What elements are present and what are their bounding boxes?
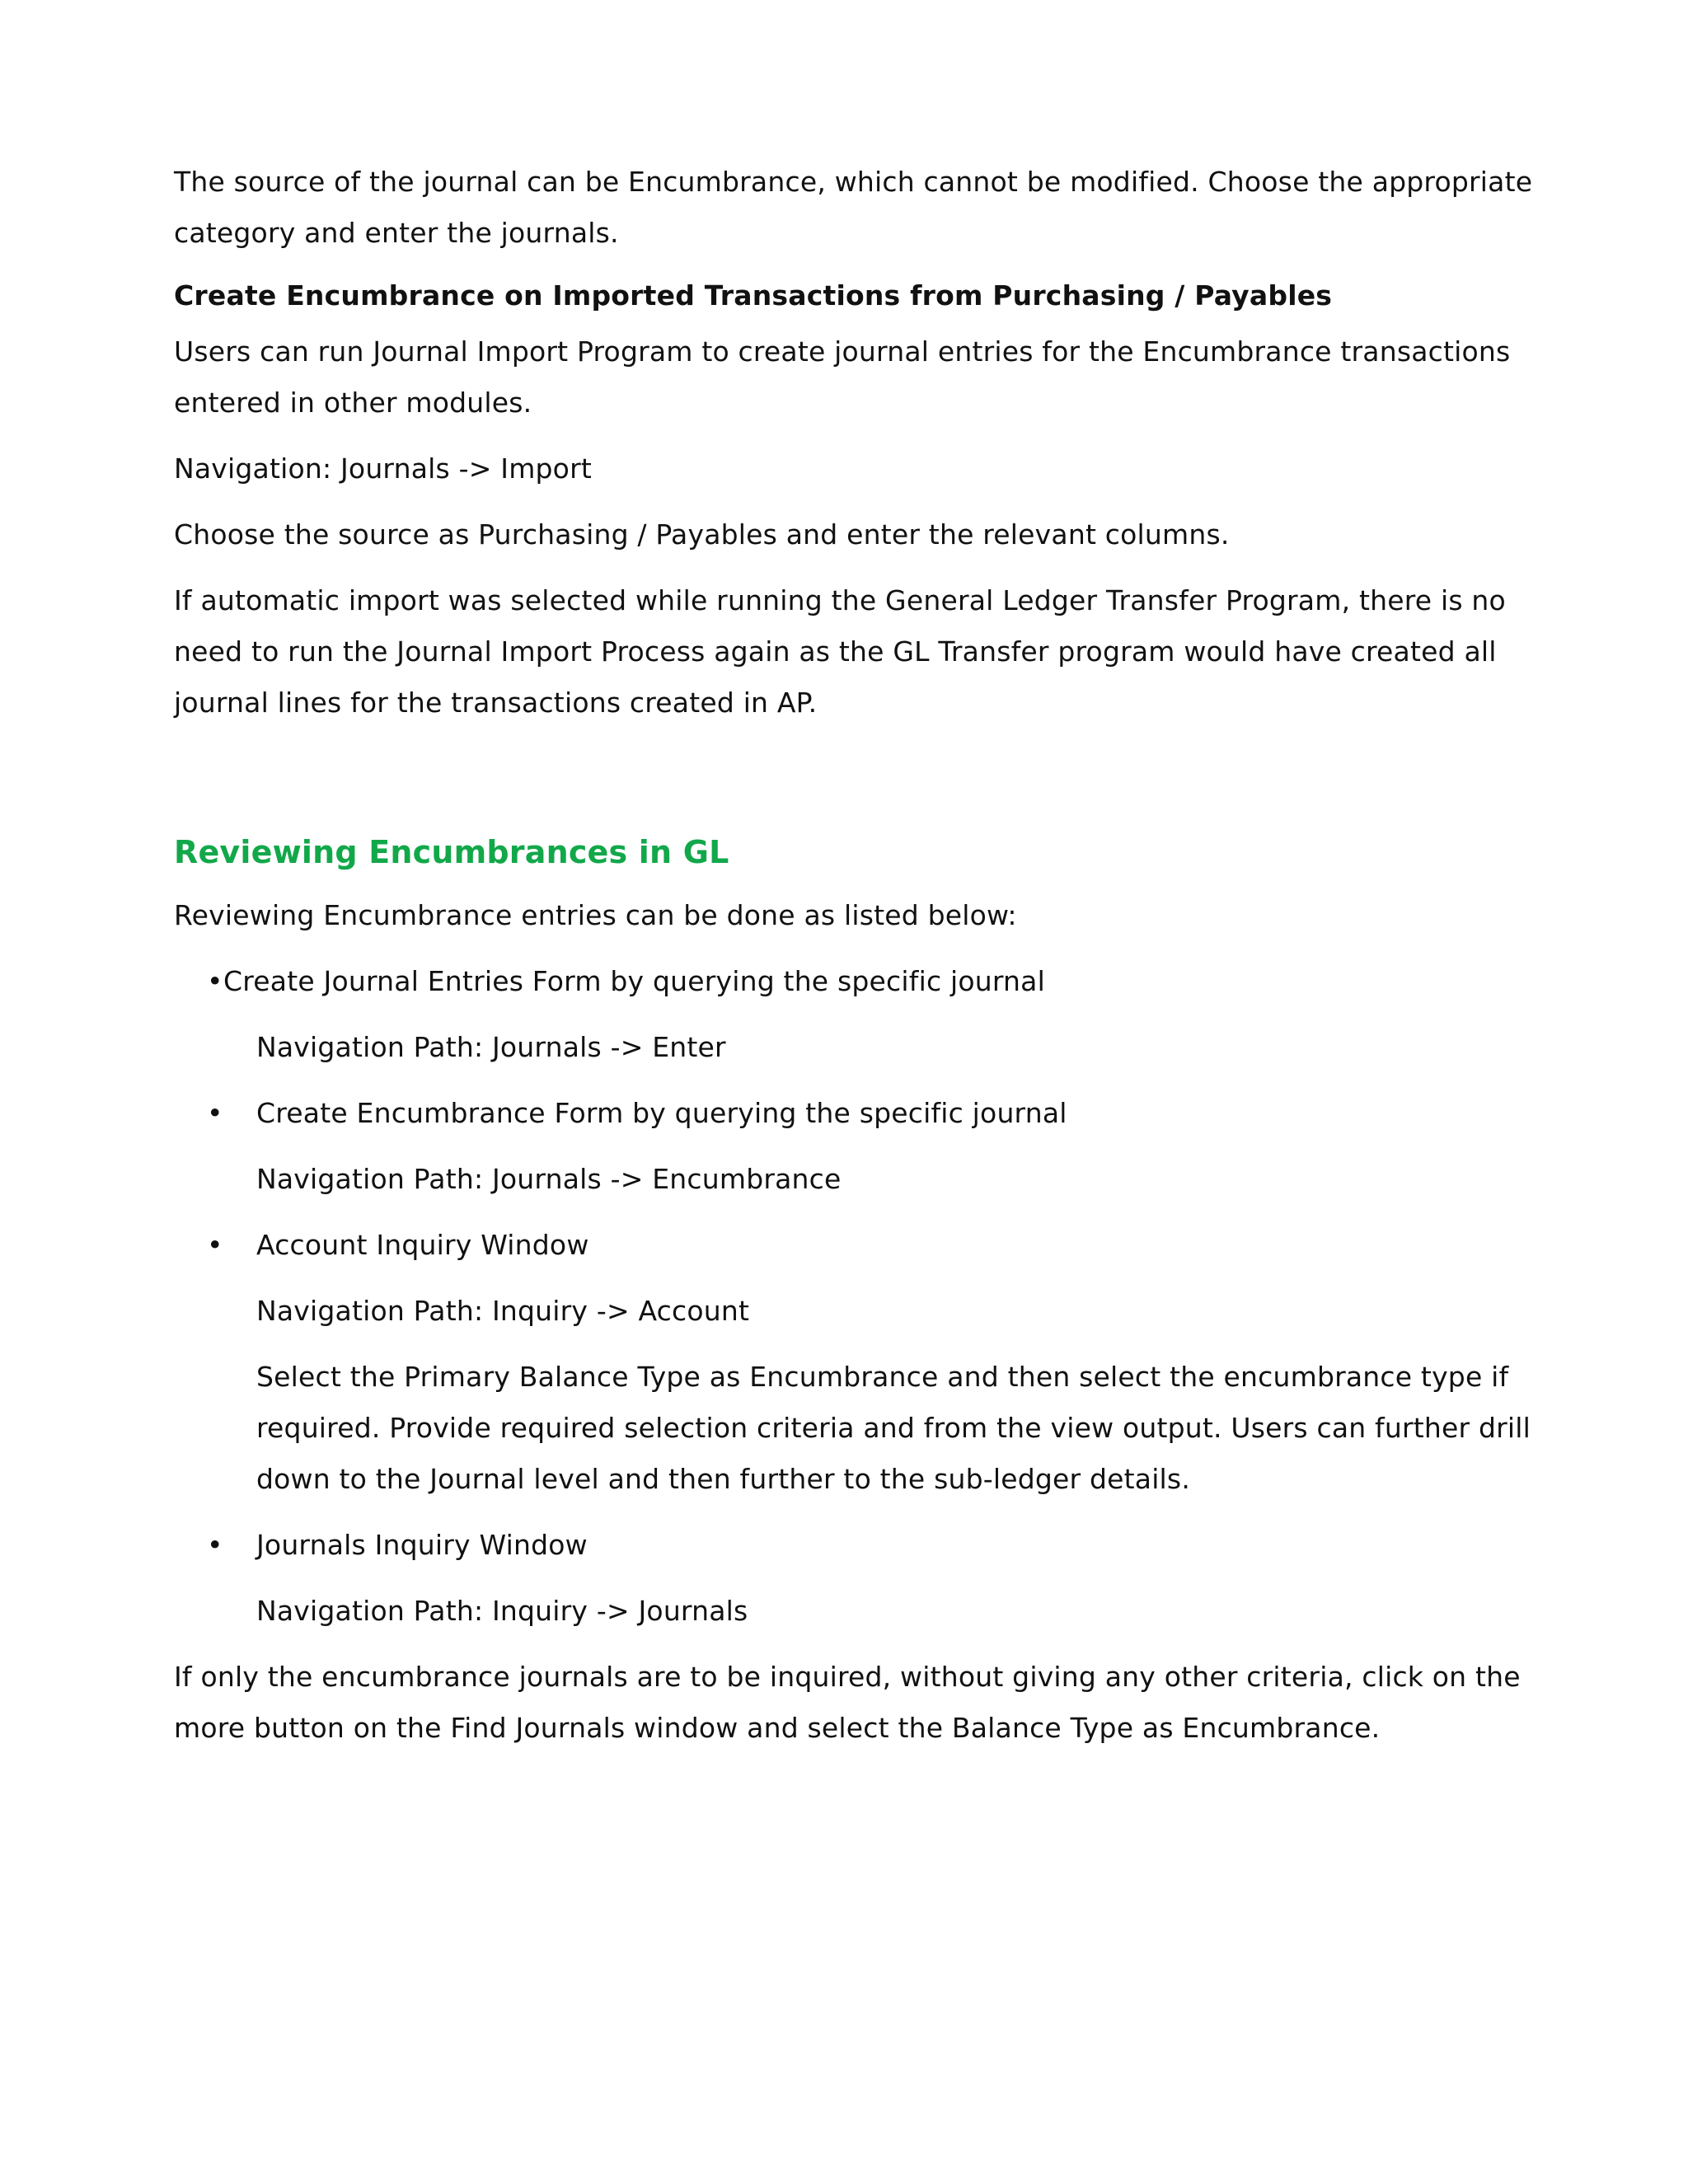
list-item	[174, 956, 1542, 1007]
paragraph-encumbrance-source: The source of the journal can be Encumbrance, which cannot be modified. Choose the appropriate category and enter the journals.	[174, 166, 1533, 249]
list-item	[174, 1088, 1542, 1139]
list-item	[174, 1520, 1542, 1571]
bullet-icon: •	[207, 1529, 223, 1561]
list-item-label: Account Inquiry Window	[256, 1229, 589, 1261]
section-intro: Reviewing Encumbrance entries can be done as listed below:	[174, 899, 1017, 931]
navigation-path: Navigation Path: Journals -> Enter	[256, 1031, 726, 1063]
bullet-icon: •	[207, 1097, 223, 1129]
list-item-label: Create Encumbrance Form by querying the specific journal	[256, 1097, 1067, 1129]
navigation-path: Navigation Path: Inquiry -> Account	[256, 1295, 750, 1327]
account-inquiry-detail: Select the Primary Balance Type as Encumbrance and then select the encumbrance type if required. Provide required selection criteria and from the view output. Users can further drill down to the Journal level and then further to the sub-ledger details.	[256, 1361, 1531, 1495]
subheading-create-encumbrance-imported: Create Encumbrance on Imported Transactions from Purchasing / Payables	[174, 279, 1333, 312]
list-item-label: Create Journal Entries Form by querying the specific journal	[223, 965, 1045, 997]
paragraph-automatic-import: If automatic import was selected while running the General Ledger Transfer Program, there is no need to run the Journal Import Process again as the GL Transfer program would have created all journal lines for the transactions created in AP.	[174, 584, 1506, 719]
navigation-path: Navigation Path: Journals -> Encumbrance	[256, 1163, 842, 1195]
bullet-icon: •	[207, 965, 223, 997]
paragraph-navigation-import: Navigation: Journals -> Import	[174, 452, 592, 485]
list-item	[174, 1220, 1542, 1271]
paragraph-journal-import: Users can run Journal Import Program to create journal entries for the Encumbrance transactions entered in other modules.	[174, 335, 1511, 419]
paragraph-closing: If only the encumbrance journals are to be inquired, without giving any other criteria, click on the more button on the Find Journals window and select the Balance Type as Encumbrance.	[174, 1661, 1521, 1744]
document-page	[174, 157, 1542, 1769]
paragraph-choose-source: Choose the source as Purchasing / Payables and enter the relevant columns.	[174, 518, 1230, 551]
bullet-icon: •	[207, 1229, 223, 1261]
section-heading-reviewing-encumbrances: Reviewing Encumbrances in GL	[174, 834, 729, 870]
navigation-path: Navigation Path: Inquiry -> Journals	[256, 1595, 748, 1627]
list-item-label: Journals Inquiry Window	[256, 1529, 588, 1561]
